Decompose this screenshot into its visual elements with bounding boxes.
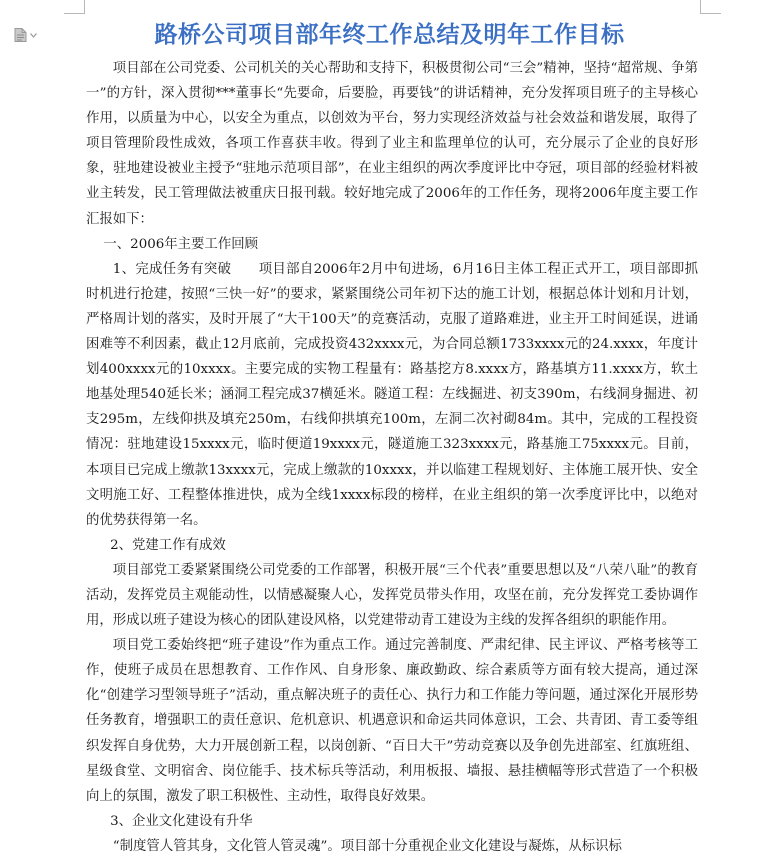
document-title: 路桥公司项目部年终工作总结及明年工作目标 xyxy=(154,22,625,48)
body-paragraph: 项目部党工委紧紧围绕公司党委的工作部署，积极开展“三个代表”重要思想以及“八荣八耻”的教育活动，发挥党员主观能动性，以情感凝聚人心，发挥党员带头作用，攻坚在前，充分发挥党工委协调作用，形成以班子建设为核心的团队建设风格，以党建带动青工建设为主线的发挥各组织的职能作用。 xyxy=(86,562,698,629)
top-right-margin-mark xyxy=(700,0,721,14)
intro-paragraph: 项目部在公司党委、公司机关的关心帮助和支持下，积极贯彻公司“三会”精神，坚持“超常规、争第一”的方针，深入贯彻***董事长“先要命，后要脸，再要钱”的讲话精神，充分发挥项目班子的主导核心作用，以质量为中心，以安全为重点，以创效为平台，努力实现经济效益与社会效益和谐发展，取得了项目管理阶段性成效，各项工作喜获丰收。得到了业主和监理单位的认可，充分展示了企业的良好形象，驻地建设被业主授予“驻地示范项目部”，在业主组织的两次季度评比中夺冠，项目部的经验材料被业主转发，民工管理做法被重庆日报刊载。较好地完成了2006年的工作任务，现将2006年度主要工作汇报如下： xyxy=(86,61,698,227)
subsection-heading: 3、企业文化建设有升华 xyxy=(110,813,253,829)
top-left-margin-mark xyxy=(64,0,85,14)
body-paragraph: 项目党工委始终把“班子建设”作为重点工作。通过完善制度、严肃纪律、民主评议、严格考核等工作，使班子成员在思想教育、工作作风、自身形象、廉政勤政、综合素质等方面有较大提高，通过深化“创建学习型领导班子”活动，重点解决班子的责任心、执行力和工作能力等问题，通过深化开展形势任务教育，增强职工的责任意识、危机意识、机遇意识和命运共同体意识，工会、共青团、青工委等组织发挥自身优势，大力开展创新工程，以岗创新、“百日大干”劳动竞赛以及争创先进部室、红旗班组、星级食堂、文明宿舍、岗位能手、技术标兵等活动，利用板报、墙报、悬挂横幅等形式营造了一个积极向上的氛围，激发了职工积极性、主动性，取得良好效果。 xyxy=(86,638,698,804)
subsection-heading: 2、党建工作有成效 xyxy=(110,537,226,553)
section-heading: 一、2006年主要工作回顾 xyxy=(103,236,258,252)
body-paragraph: 1、完成任务有突破 项目部自2006年2月中旬进场，6月16日主体工程正式开工，项目部即抓时机进行抢建，按照“三快一好”的要求，紧紧围绕公司年初下达的施工计划，根据总体计划和月计划，严格周计划的落实，及时开展了“大干100天”的竞赛活动，克服了道路难进，业主开工时间延误，进诵困难等不利因素，截止12月底前，完成投资432xxxx元，为合同总额1733xxxx元的24.xxxx，年度计划400xxxx元的10xxxx。主要完成的实物工程量有：路基挖方8.xxxx方，路基填方11.xxxx方，软土地基处理540延长米；涵洞工程完成37横延米。隧道工程：左线掘进、初支390m，右线洞身掘进、初支295m，左线仰拱及填充250m，右线仰拱填充100m，左洞二次衬砌84m。其中，完成的工程投资情况：驻地建设15xxxx元，临时便道19xxxx元，隧道施工323xxxx元，路基施工75xxxx元。目前，本项目已完成上缴款13xxxx元，完成上缴款的10xxxx，并以临建工程规划好、主体施工展开快、安全文明施工好、工程整体推进快，成为全线1xxxx标段的榜样，在业主组织的第一次季度评比中，以绝对的优势获得第一名。 xyxy=(86,261,698,528)
document-body xyxy=(86,56,698,859)
body-paragraph: “制度管人管其身，文化管人管灵魂”。项目部十分重视企业文化建设与凝炼，从标识标 xyxy=(112,838,622,854)
